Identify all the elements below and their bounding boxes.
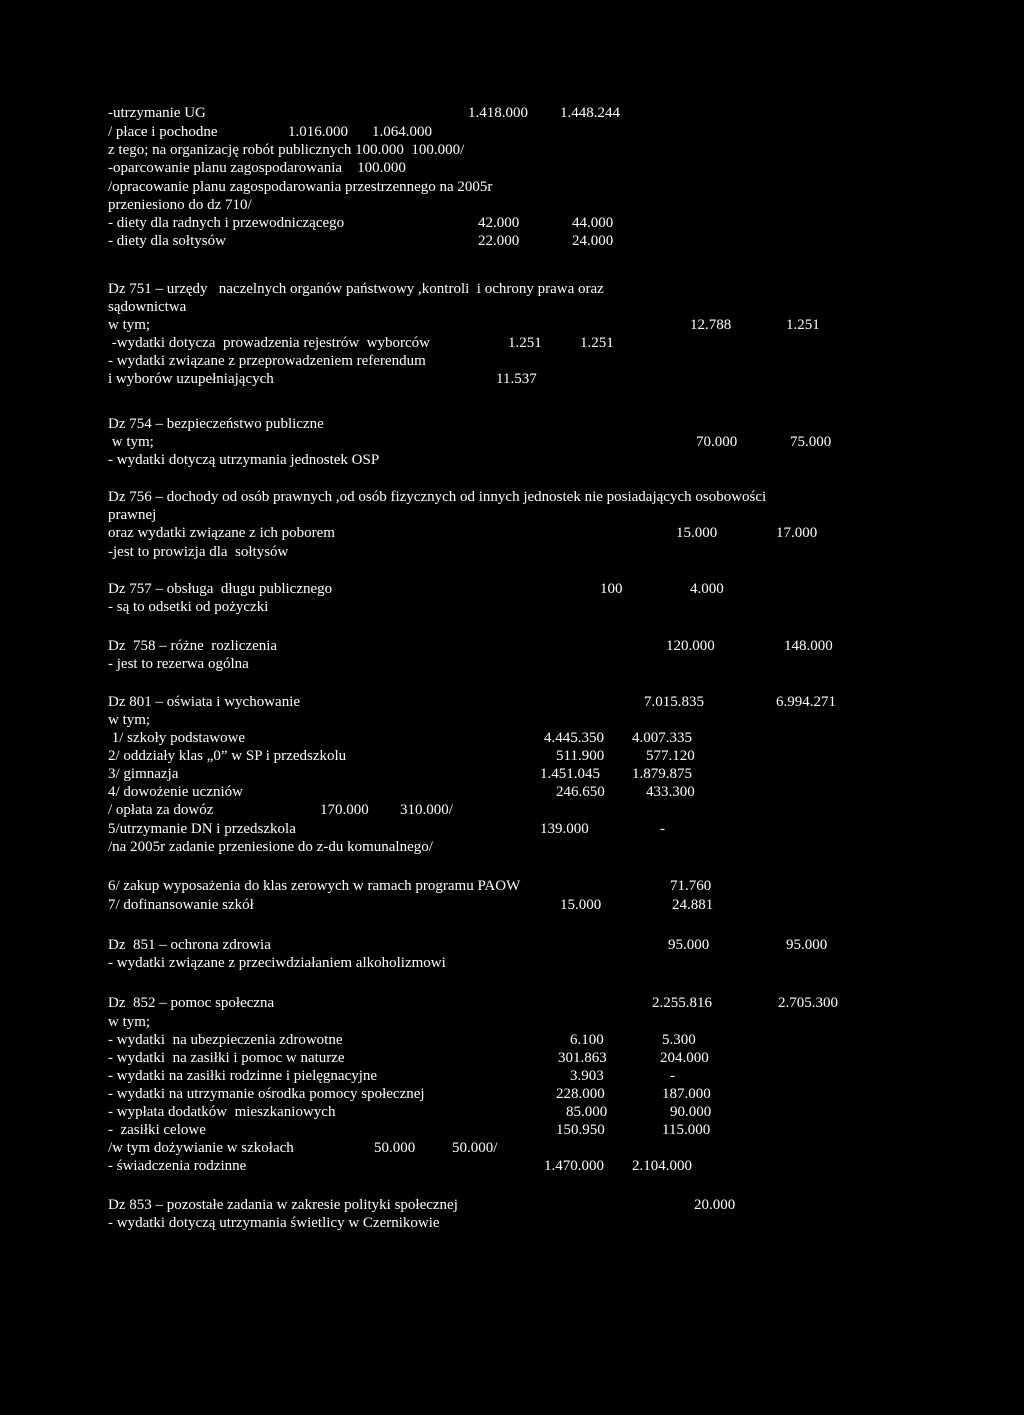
line-value: 1.470.000 xyxy=(544,1158,604,1174)
line-value: 1.064.000 xyxy=(372,124,432,140)
line-value: 1.016.000 xyxy=(288,124,348,140)
line-value: 1.251 xyxy=(786,317,820,333)
line-value: 187.000 xyxy=(662,1086,711,1102)
line-text: - wydatki na utrzymanie ośrodka pomocy społecznej xyxy=(108,1086,425,1102)
line-value: 1.251 xyxy=(580,335,614,351)
line-text: - wydatki dotyczą utrzymania świetlicy w Czernikowie xyxy=(108,1215,440,1231)
line-value: 2.705.300 xyxy=(778,995,838,1011)
line-text: Dz 754 – bezpieczeństwo publiczne xyxy=(108,416,324,432)
line-text: /na 2005r zadanie przeniesione do z-du komunalnego/ xyxy=(108,839,433,855)
line-value: 115.000 xyxy=(662,1122,711,1138)
line-text: -jest to prowizja dla sołtysów xyxy=(108,544,289,560)
line-value: 204.000 xyxy=(660,1050,709,1066)
line-text: 2/ oddziały klas „0” w SP i przedszkolu xyxy=(108,748,347,764)
line-text: - wydatki związane z przeciwdziałaniem alkoholizmowi xyxy=(108,955,446,971)
line-text: Dz 852 – pomoc społeczna xyxy=(108,995,275,1011)
line-text: w tym; xyxy=(108,317,151,333)
line-text: /w tym dożywianie w szkołach xyxy=(108,1140,294,1156)
line-value: 7.015.835 xyxy=(644,694,704,710)
line-value: 1.251 xyxy=(508,335,542,351)
line-text: - wydatki na ubezpieczenia zdrowotne xyxy=(108,1032,343,1048)
line-value: - xyxy=(670,1068,675,1084)
line-value: 24.000 xyxy=(572,233,614,249)
line-value: 17.000 xyxy=(776,525,818,541)
line-text: Dz 853 – pozostałe zadania w zakresie polityki społecznej xyxy=(108,1197,458,1213)
line-text: -wydatki dotycza prowadzenia rejestrów wyborców xyxy=(108,335,430,351)
line-text: - wydatki dotyczą utrzymania jednostek OSP xyxy=(108,452,380,468)
line-value: 71.760 xyxy=(670,878,712,894)
line-text: w tym; xyxy=(108,434,154,450)
line-value: 3.903 xyxy=(570,1068,604,1084)
line-text: /opracowanie planu zagospodarowania przestrzennego na 2005r xyxy=(108,179,493,195)
line-text: z tego; na organizację robót publicznych 100.000 100.000/ xyxy=(108,142,465,158)
line-text: 1/ szkoły podstawowe xyxy=(108,730,246,746)
line-value: 6.994.271 xyxy=(776,694,836,710)
line-value: 4.445.350 xyxy=(544,730,604,746)
line-text: / płace i pochodne xyxy=(108,124,218,140)
line-value: 90.000 xyxy=(670,1104,712,1120)
line-text: - wydatki związane z przeprowadzeniem referendum xyxy=(108,353,426,369)
line-value: 70.000 xyxy=(696,434,738,450)
line-value: 11.537 xyxy=(496,371,537,387)
line-text: -oparcowanie planu zagospodarowania 100.000 xyxy=(108,160,406,176)
line-value: 95.000 xyxy=(786,937,828,953)
line-value: 12.788 xyxy=(690,317,732,333)
line-value: 139.000 xyxy=(540,821,589,837)
line-value: 2.255.816 xyxy=(652,995,712,1011)
line-value: 4.000 xyxy=(690,581,724,597)
line-value: 1.418.000 xyxy=(468,105,528,121)
line-value: 120.000 xyxy=(666,638,715,654)
line-text: Dz 751 – urzędy naczelnych organów państwowy ,kontroli i ochrony prawa oraz xyxy=(108,281,604,297)
line-value: 228.000 xyxy=(556,1086,605,1102)
line-value: 511.900 xyxy=(556,748,605,764)
line-value: 170.000 xyxy=(320,802,369,818)
line-text: sądownictwa xyxy=(108,299,187,315)
line-value: 44.000 xyxy=(572,215,614,231)
line-value: 1.448.244 xyxy=(560,105,620,121)
line-text: - wydatki na zasiłki rodzinne i pielęgnacyjne xyxy=(108,1068,378,1084)
line-text: 4/ dowożenie uczniów xyxy=(108,784,243,800)
line-value: 150.950 xyxy=(556,1122,605,1138)
line-value: 75.000 xyxy=(790,434,832,450)
line-text: w tym; xyxy=(108,1014,151,1030)
line-value: 42.000 xyxy=(478,215,520,231)
line-value: - xyxy=(660,821,665,837)
line-text: Dz 851 – ochrona zdrowia xyxy=(108,937,271,953)
line-text: Dz 801 – oświata i wychowanie xyxy=(108,694,301,710)
line-text: Dz 758 – różne rozliczenia xyxy=(108,638,278,654)
line-value: 2.104.000 xyxy=(632,1158,692,1174)
line-text: przeniesiono do dz 710/ xyxy=(108,197,252,213)
line-text: - świadczenia rodzinne xyxy=(108,1158,247,1174)
line-value: 6.100 xyxy=(570,1032,604,1048)
line-text: - diety dla sołtysów xyxy=(108,233,226,249)
line-value: 50.000/ xyxy=(452,1140,498,1156)
line-text: Dz 757 – obsługa długu publicznego xyxy=(108,581,333,597)
line-text: 6/ zakup wyposażenia do klas zerowych w ramach programu PAOW xyxy=(108,878,521,894)
line-value: 20.000 xyxy=(694,1197,736,1213)
line-value: 5.300 xyxy=(662,1032,696,1048)
line-value: 1.879.875 xyxy=(632,766,692,782)
line-value: 4.007.335 xyxy=(632,730,692,746)
line-text: w tym; xyxy=(108,712,151,728)
line-text: -utrzymanie UG xyxy=(108,105,206,121)
line-text: Dz 756 – dochody od osób prawnych ,od osób fizycznych od innych jednostek nie posiadających osobowości xyxy=(108,489,767,505)
line-text: oraz wydatki związane z ich poborem xyxy=(108,525,335,541)
line-text: - jest to rezerwa ogólna xyxy=(108,656,249,672)
line-value: 1.451.045 xyxy=(540,766,600,782)
line-value: 310.000/ xyxy=(400,802,453,818)
line-text: 3/ gimnazja xyxy=(108,766,179,782)
line-text: - diety dla radnych i przewodniczącego xyxy=(108,215,345,231)
line-text: - są to odsetki od pożyczki xyxy=(108,599,269,615)
line-value: 577.120 xyxy=(646,748,695,764)
line-value: 15.000 xyxy=(676,525,718,541)
line-text: 7/ dofinansowanie szkół xyxy=(108,897,254,913)
line-text: 5/utrzymanie DN i przedszkola xyxy=(108,821,296,837)
line-value: 22.000 xyxy=(478,233,520,249)
line-text: prawnej xyxy=(108,507,157,523)
line-value: 433.300 xyxy=(646,784,695,800)
line-text: - wydatki na zasiłki i pomoc w naturze xyxy=(108,1050,345,1066)
line-value: 301.863 xyxy=(558,1050,607,1066)
line-value: 50.000 xyxy=(374,1140,416,1156)
line-value: 85.000 xyxy=(566,1104,608,1120)
line-text: - zasiłki celowe xyxy=(108,1122,206,1138)
line-text: / opłata za dowóz xyxy=(108,802,214,818)
line-text: i wyborów uzupełniających xyxy=(108,371,274,387)
line-text: - wypłata dodatków mieszkaniowych xyxy=(108,1104,336,1120)
line-value: 246.650 xyxy=(556,784,605,800)
line-value: 15.000 xyxy=(560,897,602,913)
line-value: 24.881 xyxy=(672,897,714,913)
line-value: 95.000 xyxy=(668,937,710,953)
line-value: 148.000 xyxy=(784,638,833,654)
line-value: 100 xyxy=(600,581,623,597)
